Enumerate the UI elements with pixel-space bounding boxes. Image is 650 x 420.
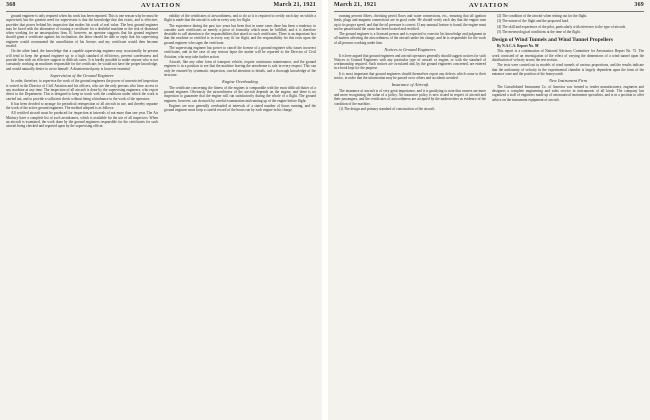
left-page bbox=[0, 0, 322, 420]
section-heading: New Instrument Firm bbox=[549, 78, 587, 84]
paragraph: (1) The design and primary standard of construction of the aircraft. bbox=[339, 107, 436, 112]
article-byline: By N.A.C.A. Report No. 98 bbox=[497, 44, 539, 49]
paragraph: The experience during the past two years has been that in some cases there has been a tendency to consider such certificates as merely a piece of formality which must be fulfilled, and it is therefore desirable to call attention to the responsibilities that attach to such certificates. There is an important fact that the machine so certified is in every way fit for flight, and the responsibility for this rests upon the ground engineer who signs the certificate. bbox=[164, 23, 316, 45]
section-heading: Insurance of Aircraft bbox=[391, 82, 429, 88]
page-number: 368 bbox=[6, 2, 16, 8]
paragraph: It has been decided to arrange for periodical reinspection of all aircraft in use, and thereby separate the work of the active ground engineers. The method adopted is as follows: bbox=[6, 101, 158, 111]
issue-date: March 21, 1921 bbox=[273, 2, 316, 8]
column-2 bbox=[492, 14, 644, 416]
right-page bbox=[328, 0, 650, 420]
paragraph: The insurance of aircraft is of very great importance, and it is gratifying to note that owners are more and more recognizing the value of a policy. An insurance policy is now issued in respect of aircraft and their passengers, and the certificates of airworthiness are accepted by the underwriters as evidence of the condition of the machine. bbox=[334, 88, 486, 106]
paragraph: Aircraft, like any other form of transport vehicle, require continuous maintenance, and the ground engineer is in a position to see that the machine leaving the aerodrome is safe in every respect. This can only be ensured by systematic inspection, careful attention to details, and a thorough knowledge of the structure. bbox=[164, 59, 316, 77]
paragraph: (2) The condition of the aircraft when setting out for the flight. bbox=[497, 14, 588, 18]
paragraph: The supervising engineer has power to cancel the license of a ground engineer who issues incorrect certificates, and in the case of any serious lapse the matter will be reported to the Director of Civil Aviation, who may take further action. bbox=[164, 46, 316, 59]
column-2 bbox=[164, 14, 316, 416]
paragraph: The tests were carried out in models of wind tunnels of various proportions, and the results indicate that the uniformity of velocity in the experimental chamber is largely dependent upon the form of the entrance cone and the position of the honeycomb. bbox=[492, 63, 644, 76]
article-title: Design of Wind Tunnels and Wind Tunnel Propellers bbox=[492, 36, 613, 43]
header-rule bbox=[6, 11, 316, 12]
paragraph: It is most important that ground engineers should themselves report any defects which come to their notice, in order that the information may be passed on to others and accidents avoided. bbox=[334, 71, 486, 81]
paragraph: All certified aircraft must be produced for inspection at intervals of not more than one year. The Air Ministry have a complete list of such aerodromes, which is available for the use of all inspectors. When an aircraft is examined, the work done by the ground engineers responsible for the certificates for such aircraft being checked and reported upon by the supervising officer. bbox=[6, 111, 158, 129]
paragraph: It is here argued that ground engineers and aircraft operators generally should suggest notices for such Notices to Ground Engineers with any particular type of aircraft or engine, or with the standard of workmanship required. Such notices are circulated and, by the ground engineers concerned, are entered in a book kept for the purpose. bbox=[334, 53, 486, 71]
paragraph: (3) The nature of the flight and the proposed load. bbox=[497, 19, 569, 24]
paragraph: The Consolidated Instrument Co. of America was formed to render manufacturers, engineers and designers a complete engineering and sales service in instruments of all kinds. The company has organized a staff of engineers made up of aeronautical instrument specialists, and is in a position to offer advice on the instrument equipment of aircraft. bbox=[492, 84, 644, 102]
paragraph: On the other hand, the knowledge that a capable supervising engineer may occasionally be present will tend to keep the ground engineer up to a high standard of efficiency, prevent carelessness and provide him with an effective support in difficult cases. It is hardly possible to make anyone who is not constantly working on machines responsible for the certificate; he would not have the proper knowledge, and would naturally desire to cover himself. A disinterested party is however essential. bbox=[6, 49, 158, 71]
column-1 bbox=[6, 14, 158, 416]
text-columns bbox=[6, 14, 316, 416]
column-1 bbox=[334, 14, 486, 416]
page-number: 369 bbox=[634, 2, 644, 8]
paragraph: validity of the certificates of airworthiness, and to do so it is required to certify each day on which a flight is made that the aircraft is safe in every way for flight. bbox=[164, 14, 316, 23]
paragraph: (5) The meteorological conditions at the time of the flight. bbox=[497, 29, 581, 34]
section-heading: Supervision of the Ground Engineer bbox=[50, 72, 114, 78]
paragraph: ground engineer is only required when his work has been repaired. This is one reason why he must be supervised, but the greatest need for supervision is that the knowledge that this exists, and is effective, provides that power behind his inspection that makes his work of real value. The best ground engineer may be faced with the alternative of issuing a certificate for a doubtful machine or the risk of dismissal when working for an unscrupulous firm. If, however, an operator suggests that his ground engineer should grant a certificate against his inclination, the latter should be able to reply that his supervising engineer would recommend the cancellation of his license, and my certificate would then become invalid. bbox=[6, 14, 158, 49]
section-heading: Notices to Ground Engineers bbox=[384, 47, 436, 53]
paragraph: This report is a continuation of National Advisory Committee for Aeronautics Report No. 73. The work consisted of an investigation of the effect of varying the dimensions of a wind tunnel upon the distribution of velocity across the test section. bbox=[492, 49, 644, 63]
text-columns bbox=[334, 14, 644, 416]
running-title: AVIATION bbox=[469, 2, 509, 9]
paragraph: (4) The skill and experience of the pilot, particularly with reference to the type of aircraft. bbox=[497, 24, 626, 29]
paragraph: Engines are now generally overhauled at intervals of a stated number of hours running, and the ground engineer must keep a careful record of the hours run by each engine in his charge. bbox=[164, 103, 316, 113]
issue-date: March 21, 1921 bbox=[334, 2, 377, 8]
paragraph: running percent filters, checking petrol flows and water connections, etc., ensuring that all ignition leads, plugs and magneto connections are in good order. He should verify each day that the engine runs up to its proper speed, and that the oil pressure is correct. If any unusual feature is found, the engine must not be passed until the cause has been located and rectified. bbox=[334, 14, 486, 31]
section-heading: Engine Overhauling bbox=[222, 79, 258, 85]
running-title: AVIATION bbox=[141, 2, 181, 9]
header-rule bbox=[334, 11, 644, 12]
paragraph: The ground engineer is a licensed person and is expected to exercise his knowledge and judgment in all matters affecting the airworthiness of the aircraft under his charge, and he is responsible for the work of all persons working under him. bbox=[334, 32, 486, 45]
paragraph: In order, therefore, to supervise the work of the ground engineers the power of unrestricted inspection is vested in the Director of Civil Aviation and his officers, who are the only persons who have access to any machine at any time. The inspection of all aircraft is done by the supervising engineers, who report direct to the Department. This is designed to keep in touch with the conditions under which the work is carried out, and to provide a sufficient check without being a hindrance to the work of the operators. bbox=[6, 79, 158, 101]
paragraph: The certificate concerning the fitness of the engines is comparable with the most difficult duties of a ground engineer. Obviously the airworthiness of the aircraft depends on the engine, and there is no inspection to guarantee that the engine will run satisfactorily during the whole of a flight. The ground engineer, however, can do much by careful examination and running up of the engine before flight. bbox=[164, 85, 316, 103]
